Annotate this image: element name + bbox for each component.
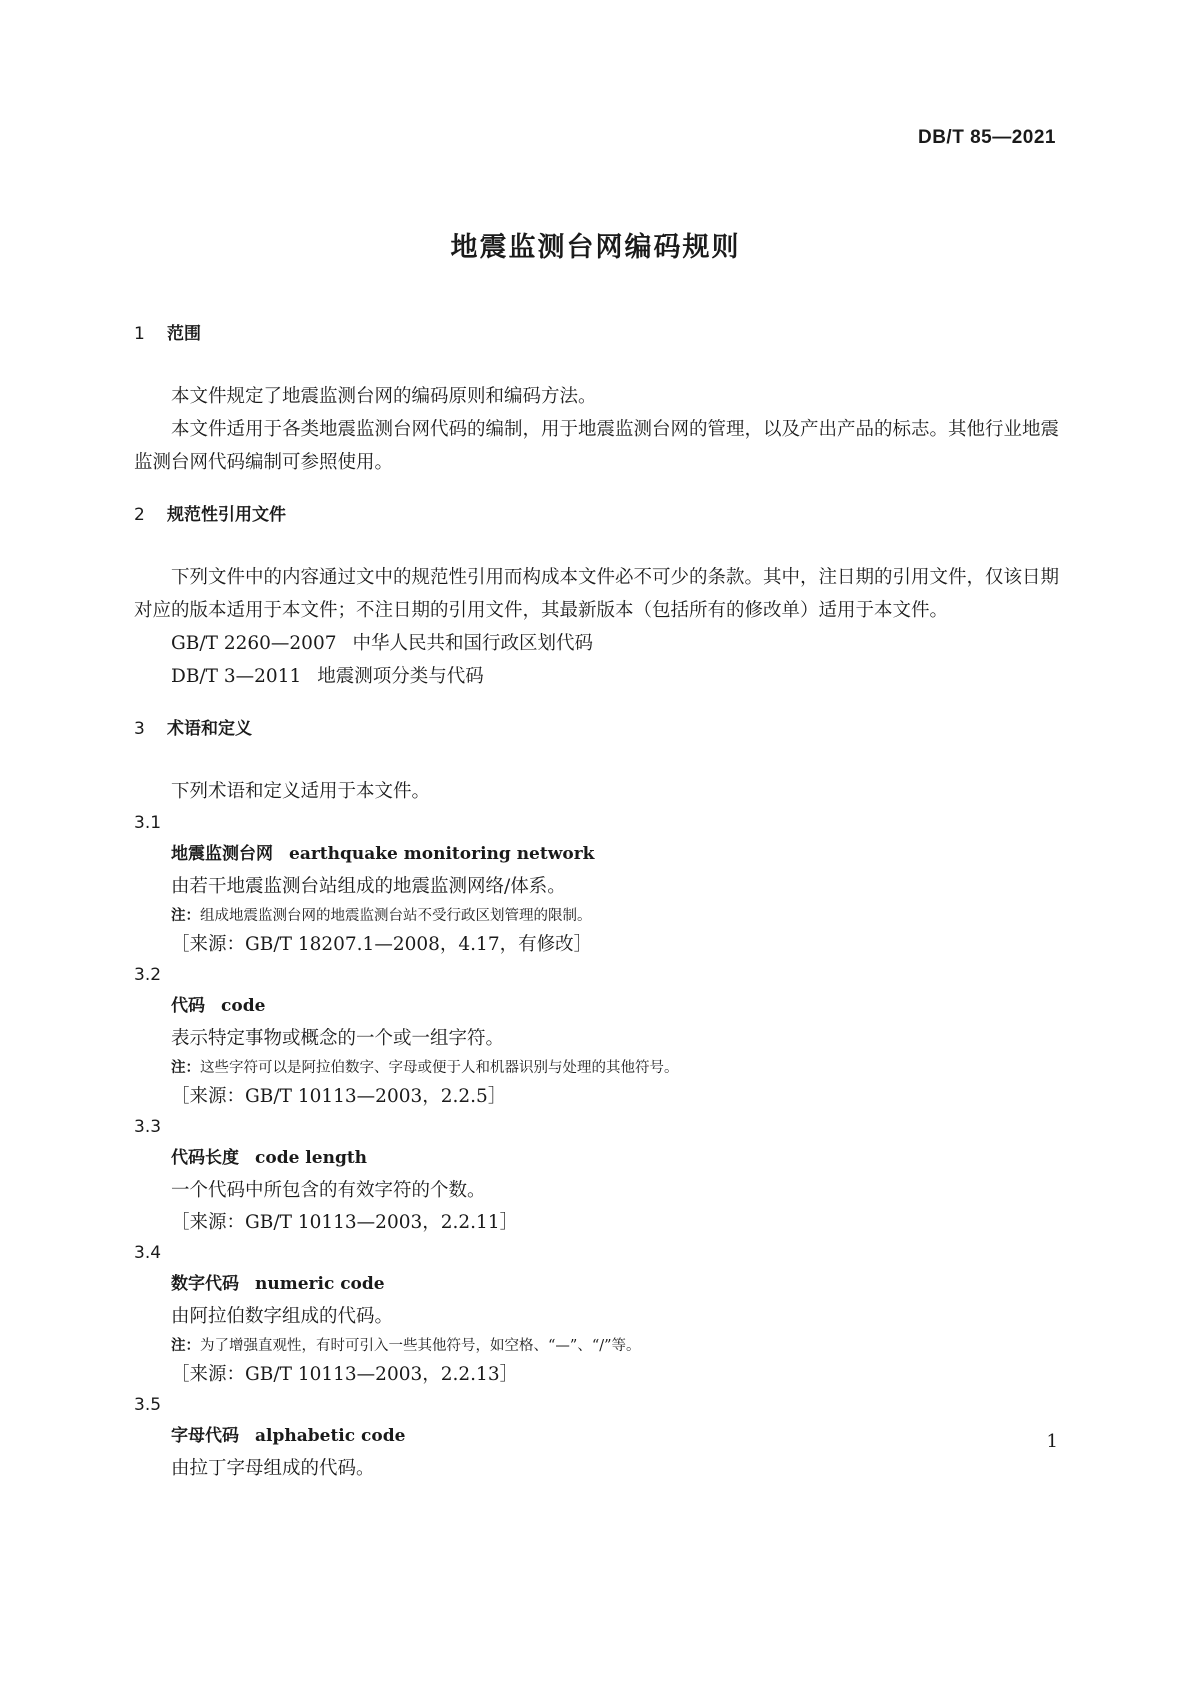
term-number: 3.3 xyxy=(134,1117,162,1137)
term-definition: 由拉丁字母组成的代码。 xyxy=(171,1458,375,1479)
section-scope xyxy=(134,320,1059,479)
term-name xyxy=(134,1269,1059,1300)
note-text: 组成地震监测台网的地震监测台站不受行政区划管理的限制。 xyxy=(200,908,592,924)
reference-title: 中华人民共和国行政区划代码 xyxy=(352,633,594,654)
term-entry xyxy=(134,960,1059,1112)
section-number: 2 xyxy=(134,505,145,525)
reference-item xyxy=(134,660,1059,693)
paragraph: 下列术语和定义适用于本文件。 xyxy=(171,781,431,802)
term-name-zh: 字母代码 xyxy=(171,1426,239,1446)
term-entry xyxy=(134,1112,1059,1238)
term-source: ［来源：GB/T 18207.1—2008，4.17，有修改］ xyxy=(171,934,593,955)
term-name-zh: 数字代码 xyxy=(171,1274,239,1294)
term-definition: 由阿拉伯数字组成的代码。 xyxy=(171,1306,394,1327)
term-number: 3.1 xyxy=(134,813,162,833)
term-name xyxy=(134,991,1059,1022)
term-name xyxy=(134,1143,1059,1174)
term-entry xyxy=(134,1390,1059,1485)
section-title: 范围 xyxy=(167,324,201,344)
section-heading xyxy=(134,501,1059,529)
section-title: 术语和定义 xyxy=(167,719,252,739)
term-note xyxy=(134,903,1059,929)
note-label: 注： xyxy=(171,1338,200,1354)
term-definition: 一个代码中所包含的有效字符的个数。 xyxy=(171,1180,486,1201)
term-note xyxy=(134,1333,1059,1359)
reference-standard: GB/T 2260—2007 xyxy=(171,633,337,654)
reference-title: 地震测项分类与代码 xyxy=(317,666,484,687)
term-name-en: alphabetic code xyxy=(255,1426,406,1446)
section-heading xyxy=(134,715,1059,743)
document-code: DB/T 85—2021 xyxy=(917,127,1056,148)
paragraph: 本文件规定了地震监测台网的编码原则和编码方法。 xyxy=(171,386,597,407)
section-number: 1 xyxy=(134,324,145,344)
document-title: 地震监测台网编码规则 xyxy=(450,232,741,263)
note-text: 为了增强直观性，有时可引入一些其他符号，如空格、“—”、“/”等。 xyxy=(200,1338,641,1354)
term-name-zh: 代码长度 xyxy=(171,1148,239,1168)
section-title: 规范性引用文件 xyxy=(167,505,286,525)
term-number: 3.4 xyxy=(134,1243,162,1263)
reference-item xyxy=(134,627,1059,660)
term-name-en: earthquake monitoring network xyxy=(289,844,595,864)
term-name xyxy=(134,1421,1059,1452)
term-name-zh: 地震监测台网 xyxy=(171,844,273,864)
section-terms-definitions xyxy=(134,715,1059,1485)
note-text: 这些字符可以是阿拉伯数字、字母或便于人和机器识别与处理的其他符号。 xyxy=(200,1060,679,1076)
term-source: ［来源：GB/T 10113—2003，2.2.5］ xyxy=(171,1086,507,1107)
term-number: 3.2 xyxy=(134,965,162,985)
term-definition: 由若干地震监测台站组成的地震监测网络/体系。 xyxy=(171,876,566,897)
note-label: 注： xyxy=(171,908,200,924)
document-body xyxy=(134,320,1059,1485)
note-label: 注： xyxy=(171,1060,200,1076)
term-definition: 表示特定事物或概念的一个或一组字符。 xyxy=(171,1028,505,1049)
reference-standard: DB/T 3—2011 xyxy=(171,666,302,687)
section-number: 3 xyxy=(134,719,145,739)
term-entry xyxy=(134,808,1059,960)
term-source: ［来源：GB/T 10113—2003，2.2.11］ xyxy=(171,1212,519,1233)
term-name-en: numeric code xyxy=(255,1274,385,1294)
term-name xyxy=(134,839,1059,870)
paragraph: 下列文件中的内容通过文中的规范性引用而构成本文件必不可少的条款。其中，注日期的引用文件，仅该日期对应的版本适用于本文件；不注日期的引用文件，其最新版本（包括所有的修改单）适用于本文件。 xyxy=(134,567,1060,621)
page-number: 1 xyxy=(1046,1431,1058,1452)
term-entry xyxy=(134,1238,1059,1390)
section-heading xyxy=(134,320,1059,348)
term-name-en: code xyxy=(221,996,266,1016)
term-note xyxy=(134,1055,1059,1081)
term-name-en: code length xyxy=(255,1148,368,1168)
term-name-zh: 代码 xyxy=(171,996,205,1016)
section-normative-references xyxy=(134,501,1059,693)
paragraph: 本文件适用于各类地震监测台网代码的编制，用于地震监测台网的管理，以及产出产品的标志。其他行业地震监测台网代码编制可参照使用。 xyxy=(134,419,1060,473)
term-source: ［来源：GB/T 10113—2003，2.2.13］ xyxy=(171,1364,519,1385)
term-number: 3.5 xyxy=(134,1395,162,1415)
